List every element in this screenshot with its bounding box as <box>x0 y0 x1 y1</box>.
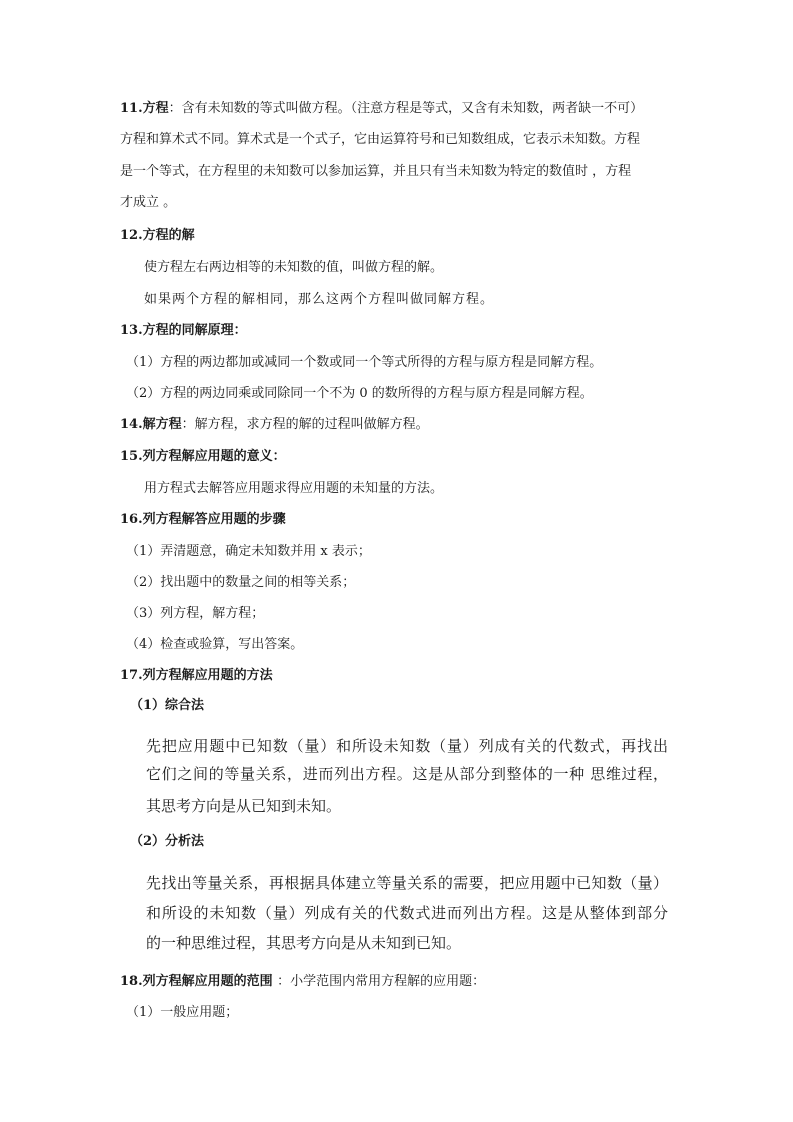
section-11-heading: 11.方程 <box>120 101 169 116</box>
section-12-paragraph-2: 如果两个方程的解相同，那么这两个方程叫做同解方程。 <box>144 292 495 307</box>
method-2-line-3: 的一种思维过程，其思考方向是从未知到已知。 <box>146 934 462 952</box>
method-2-line-2: 和所设的未知数（量）列成有关的代数式进而列出方程。这是从整体到部分 <box>146 904 668 922</box>
section-16-step-4: （4）检查或验算，写出答案。 <box>126 637 304 652</box>
method-1-label: （1）综合法 <box>130 698 205 713</box>
section-16-step-3: （3）列方程，解方程； <box>126 606 265 621</box>
section-13-item-1: （1）方程的两边都加或减同一个数或同一个等式所得的方程与原方程是同解方程。 <box>126 355 603 370</box>
section-16-step-1: （1）弄清题意，确定未知数并用 x 表示； <box>126 544 371 559</box>
section-18-heading: 18.列方程解应用题的范围 <box>120 974 278 989</box>
section-14-heading: 14.解方程 <box>120 417 182 432</box>
method-2-line-1: 先找出等量关系，再根据具体建立等量关系的需要，把应用题中已知数（量） <box>146 874 668 892</box>
section-17-heading: 17.列方程解应用题的方法 <box>120 668 273 683</box>
method-1-line-3: 其思考方向是从已知到未知。 <box>146 797 342 815</box>
section-16-heading: 16.列方程解答应用题的步骤 <box>120 512 286 527</box>
section-16-step-2: （2）找出题中的数量之间的相等关系； <box>126 575 356 590</box>
section-12-paragraph-1: 使方程左右两边相等的未知数的值，叫做方程的解。 <box>144 260 444 275</box>
section-18-line <box>120 973 485 991</box>
section-13-item-2: （2）方程的两边同乘或同除同一个不为 0 的数所得的方程与原方程是同解方程。 <box>126 386 593 401</box>
method-1-line-1: 先把应用题中已知数（量）和所设未知数（量）列成有关的代数式，再找出 <box>146 737 668 755</box>
method-1-line-2: 它们之间的等量关系，进而列出方程。这是从部分到整体的一种 思维过程， <box>146 765 668 783</box>
method-2-label: （2）分析法 <box>130 834 205 849</box>
section-15-paragraph-1: 用方程式去解答应用题求得应用题的未知量的方法。 <box>144 481 444 496</box>
section-12-heading: 12.方程的解 <box>120 228 195 243</box>
section-14-text: ：解方程，求方程的解的过程叫做解方程。 <box>181 417 429 432</box>
section-11-line-3: 是一个等式，在方程里的未知数可以参加运算，并且只有当未知数为特定的数值时 ，方程 <box>120 164 632 179</box>
section-13-heading: 13.方程的同解原理： <box>120 323 247 338</box>
section-15-heading: 15.列方程解应用题的意义： <box>120 449 286 464</box>
section-11-line-2: 方程和算术式不同。算术式是一个式子，它由运算符号和已知数组成，它表示未知数。方程 <box>120 132 641 147</box>
section-11-text: ：含有未知数的等式叫做方程。（注意方程是等式，又含有未知数，两者缺一不可） <box>168 101 644 116</box>
section-14-line <box>120 416 429 434</box>
section-18-item-1: （1）一般应用题； <box>126 1005 239 1020</box>
section-11-line-1 <box>120 100 643 118</box>
section-11-line-4: 才成立 。 <box>120 195 177 210</box>
section-18-text: ：小学范围内常用方程解的应用题： <box>277 974 486 989</box>
